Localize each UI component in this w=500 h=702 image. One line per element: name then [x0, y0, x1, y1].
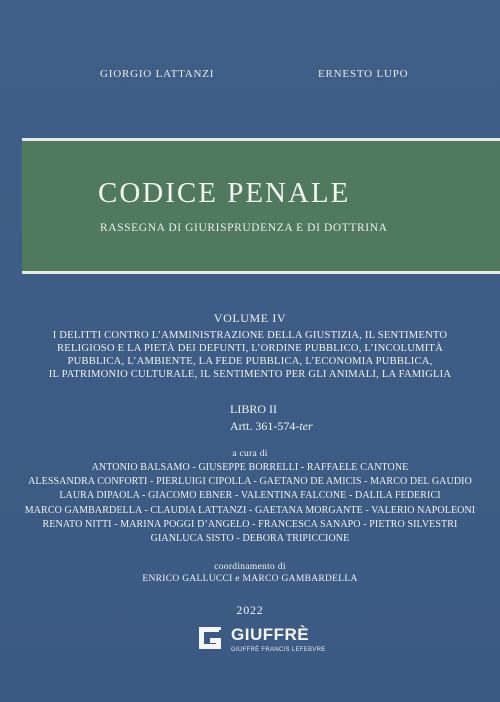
- publisher-logo: [195, 623, 326, 663]
- editors-line: ANTONIO BALSAMO - GIUSEPPE BORRELLI - RAFFAELE CANTONE: [91, 462, 409, 473]
- editors-line: MARCO GAMBARDELLA - CLAUDIA LATTANZI - GAETANA MORGANTE - VALERIO NAPOLEONI: [24, 504, 476, 516]
- articles-range-suffix: ter: [299, 419, 313, 433]
- editors-line: RENATO NITTI - MARINA POGGI D’ANGELO - FRANCESCA SANAPO - PIETRO SILVESTRI: [42, 518, 458, 530]
- libro-label: LIBRO II: [230, 402, 277, 416]
- title-band: [22, 138, 500, 274]
- articles-range-prefix: Artt. 361-574-: [230, 419, 300, 433]
- editors-list: [0, 461, 500, 546]
- volume-description: [0, 329, 500, 381]
- book-subtitle: RASSEGNA DI GIURISPRUDENZA E DI DOTTRINA: [100, 222, 388, 234]
- publication-year: 2022: [236, 603, 264, 617]
- description-line: PUBBLICA, L’AMBIENTE, LA FEDE PUBBLICA, L’ECONOMIA PUBBLICA,: [67, 356, 433, 367]
- volume-label: VOLUME IV: [213, 311, 287, 325]
- book-title: CODICE PENALE: [98, 177, 351, 209]
- description-line: I DELITTI CONTRO L’AMMINISTRAZIONE DELLA GIUSTIZIA, IL SENTIMENTO: [52, 330, 448, 341]
- author-right: ERNESTO LUPO: [318, 68, 409, 80]
- description-line: RELIGIOSO E LA PIETÀ DEI DEFUNTI, L’ORDINE PUBBLICO, L’INCOLUMITÀ: [57, 343, 443, 354]
- coordinamento-label: coordinamento di: [214, 562, 286, 572]
- a-cura-label: a cura di: [232, 449, 268, 459]
- editors-line: GIANLUCA SISTO - DEBORA TRIPICCIONE: [150, 533, 350, 545]
- editors-line: LAURA DIPAOLA - GIACOMO EBNER - VALENTINA FALCONE - DALILA FEDERICI: [59, 490, 441, 502]
- authors-row: [0, 68, 500, 84]
- publisher-tagline: GIUFFRÈ FRANCIS LEFEBVRE: [231, 647, 326, 653]
- giuffre-logo-icon: [195, 623, 225, 653]
- author-left: GIORGIO LATTANZI: [100, 68, 215, 80]
- articles-range: [230, 419, 313, 434]
- publisher-name: GIUFFRÈ: [231, 625, 310, 644]
- editors-line: ALESSANDRA CONFORTI - PIERLUIGI CIPOLLA - GAETANO DE AMICIS - MARCO DEL GAUDIO: [28, 476, 472, 488]
- coordinamento-names: ENRICO GALLUCCI e MARCO GAMBARDELLA: [142, 574, 358, 584]
- description-line: IL PATRIMONIO CULTURALE, IL SENTIMENTO PER GLI ANIMALI, LA FAMIGLIA: [48, 369, 452, 380]
